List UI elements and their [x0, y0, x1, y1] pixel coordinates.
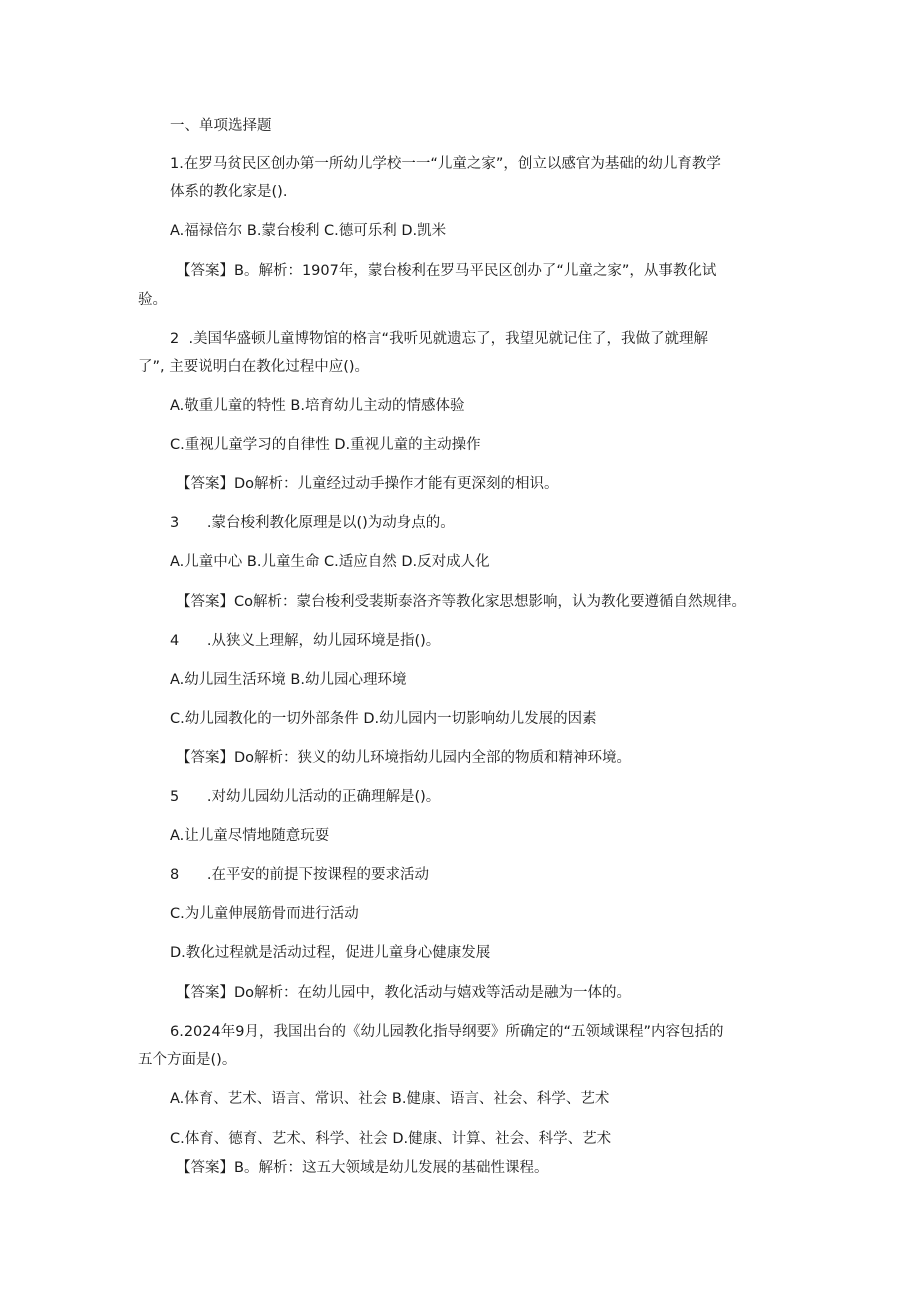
question-4-options-line-1: A.幼儿园生活环境 B.幼儿园心理环境 [170, 672, 407, 688]
question-5-option-a: A.让儿童尽情地随意玩耍 [170, 828, 330, 844]
question-3-stem: 3 .蒙台梭利教化原理是以()为动身点的。 [170, 515, 455, 531]
question-1-stem-line-2: 体系的教化家是(). [170, 184, 288, 200]
question-2-stem-line-2: 了”, 主要说明白在教化过程中应()。 [138, 359, 370, 375]
question-1-answer-line-1: 【答案】B。解析：1907年，蒙台梭利在罗马平民区创办了“儿童之家”，从事教化试 [176, 263, 717, 279]
question-2-answer: 【答案】Do解析：儿童经过动手操作才能有更深刻的相识。 [176, 476, 559, 492]
question-6-stem-line-2: 五个方面是()。 [138, 1052, 237, 1068]
question-2-stem-line-1: 2 .美国华盛顿儿童博物馆的格言“我听见就遗忘了，我望见就记住了，我做了就理解 [170, 331, 709, 347]
question-2-options-line-1: A.敬重儿童的特性 B.培育幼儿主动的情感体验 [170, 398, 465, 414]
question-5-option-c: C.为儿童伸展筋骨而进行活动 [170, 906, 359, 922]
question-2-options-line-2: C.重视儿童学习的自律性 D.重视儿童的主动操作 [170, 437, 481, 453]
question-6-stem-line-1: 6.2024年9月，我国出台的《幼儿园教化指导纲要》所确定的“五领域课程”内容包括的 [170, 1024, 724, 1040]
question-4-options-line-2: C.幼儿园教化的一切外部条件 D.幼儿园内一切影响幼儿发展的因素 [170, 711, 597, 727]
question-6-answer: 【答案】B。解析：这五大领域是幼儿发展的基础性课程。 [176, 1160, 549, 1176]
question-5-option-b: 8 .在平安的前提下按课程的要求活动 [170, 867, 429, 883]
question-6-options-line-1: A.体育、艺术、语言、常识、社会 B.健康、语言、社会、科学、艺术 [170, 1091, 610, 1107]
question-1-stem-line-1: 1.在罗马贫民区创办第一所幼儿学校一一“儿童之家”，创立以感官为基础的幼儿育教学 [170, 156, 721, 172]
question-4-answer: 【答案】Do解析：狭义的幼儿环境指幼儿园内全部的物质和精神环境。 [176, 750, 632, 766]
question-3-answer: 【答案】Co解析：蒙台梭利受裴斯泰洛齐等教化家思想影响，认为教化要遵循自然规律。 [176, 594, 746, 610]
question-3-options: A.儿童中心 B.儿童生命 C.适应自然 D.反对成人化 [170, 554, 490, 570]
question-5-answer: 【答案】Do解析：在幼儿园中，教化活动与嬉戏等活动是融为一体的。 [176, 985, 632, 1001]
question-1-options: A.福禄倍尔 B.蒙台梭利 C.德可乐利 D.凯米 [170, 223, 447, 239]
question-5-option-d: D.教化过程就是活动过程，促进儿童身心健康发展 [170, 945, 491, 961]
question-5-stem: 5 .对幼儿园幼儿活动的正确理解是()。 [170, 789, 441, 805]
section-title: 一、单项选择题 [170, 118, 272, 134]
question-4-stem: 4 .从狭义上理解，幼儿园环境是指()。 [170, 633, 441, 649]
question-1-answer-line-2: 验。 [138, 292, 167, 308]
question-6-options-line-2: C.体育、德育、艺术、科学、社会 D.健康、计算、社会、科学、艺术 [170, 1131, 612, 1147]
